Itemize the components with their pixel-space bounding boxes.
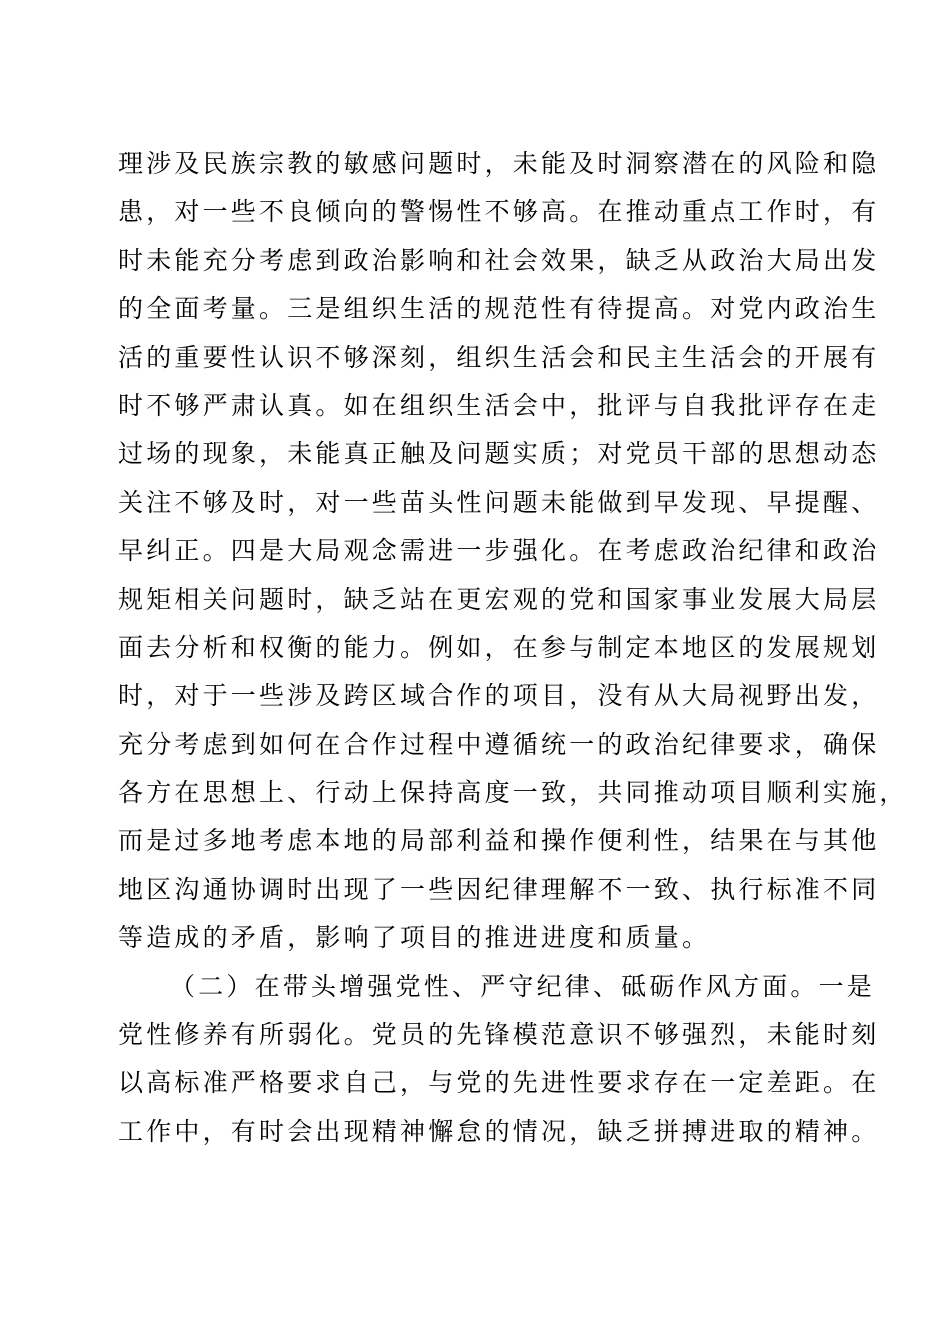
text-line: 理涉及民族宗教的敏感问题时，未能及时洞察潜在的风险和隐: [118, 149, 880, 178]
text-line: 面去分析和权衡的能力。例如，在参与制定本地区的发展规划: [118, 632, 880, 662]
text-line: 时，对于一些涉及跨区域合作的项目，没有从大局视野出发，: [118, 681, 880, 711]
body-text: [118, 140, 908, 1156]
text-line: 等造成的矛盾，影响了项目的推进进度和质量。: [118, 923, 711, 953]
text-line: 的全面考量。三是组织生活的规范性有待提高。对党内政治生: [118, 294, 880, 324]
text-line: 充分考虑到如何在合作过程中遵循统一的政治纪律要求，确保: [118, 729, 880, 759]
text-line: 各方在思想上、行动上保持高度一致，共同推动项目顺利实施，: [118, 778, 908, 808]
text-line: 而是过多地考虑本地的局部利益和操作便利性，结果在与其他: [118, 826, 880, 856]
text-line: 地区沟通协调时出现了一些因纪律理解不一致、执行标准不同: [118, 874, 880, 904]
text-line: 关注不够及时，对一些苗头性问题未能做到早发现、早提醒、: [118, 487, 880, 517]
text-line: 时未能充分考虑到政治影响和社会效果，缺乏从政治大局出发: [118, 245, 880, 275]
text-line: 时不够严肃认真。如在组织生活会中，批评与自我批评存在走: [118, 390, 880, 420]
text-line: 规矩相关问题时，缺乏站在更宏观的党和国家事业发展大局层: [118, 584, 880, 614]
text-line: 早纠正。四是大局观念需进一步强化。在考虑政治纪律和政治: [118, 536, 880, 566]
text-line: 以高标准严格要求自己，与党的先进性要求存在一定差距。在: [118, 1068, 880, 1098]
section-heading-line: （二）在带头增强党性、严守纪律、砥砺作风方面。一是: [170, 971, 876, 1001]
text-line: 过场的现象，未能真正触及问题实质；对党员干部的思想动态: [118, 439, 880, 469]
text-line: 活的重要性认识不够深刻，组织生活会和民主生活会的开展有: [118, 342, 880, 372]
text-line: 工作中，有时会出现精神懈怠的情况，缺乏拼搏进取的精神。: [118, 1116, 880, 1146]
text-line: 党性修养有所弱化。党员的先锋模范意识不够强烈，未能时刻: [118, 1020, 880, 1050]
text-line: 患，对一些不良倾向的警惕性不够高。在推动重点工作时，有: [118, 197, 880, 227]
